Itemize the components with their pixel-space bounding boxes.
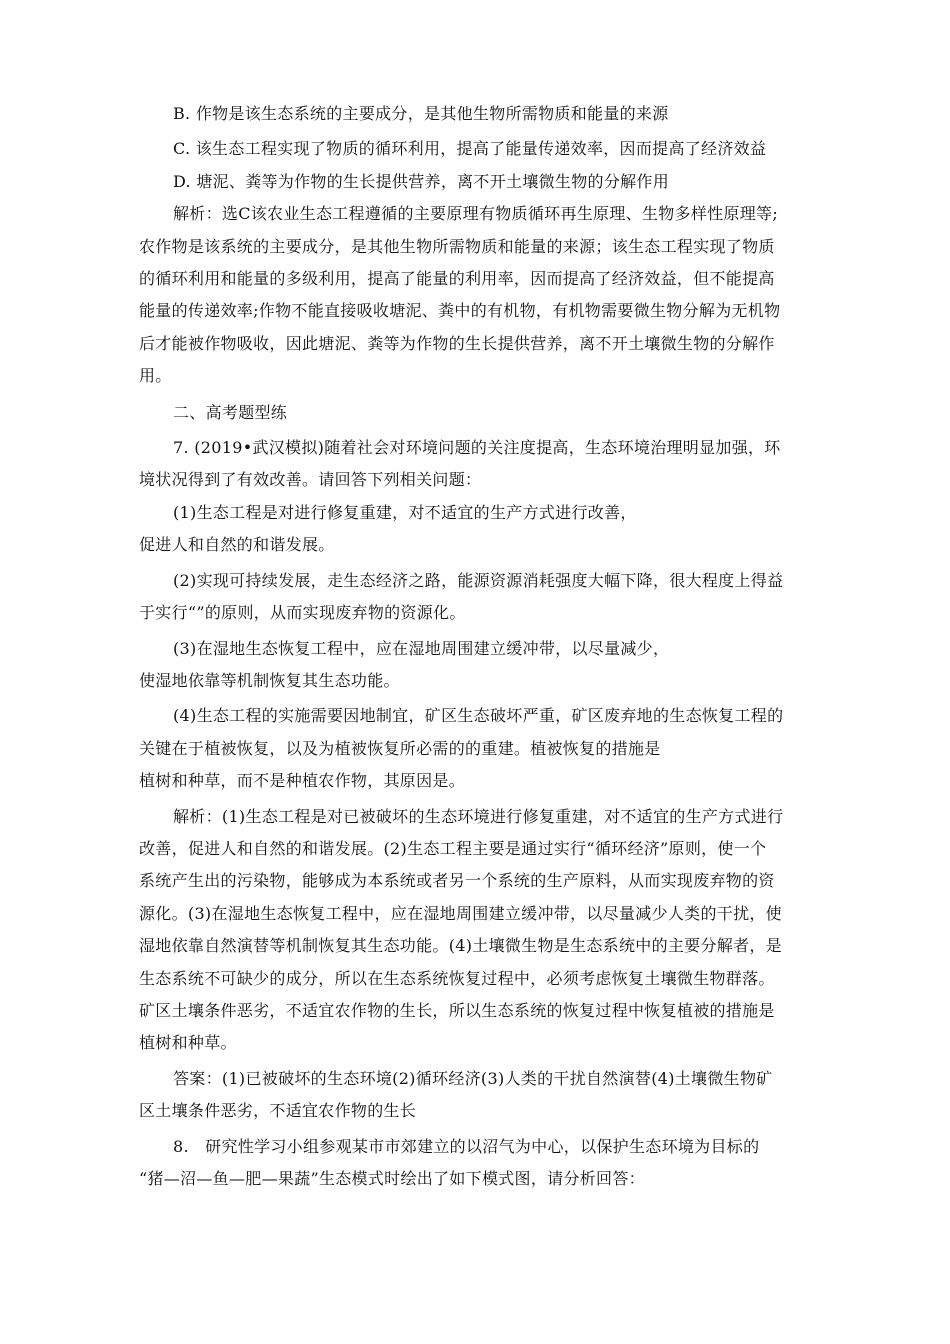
question-7-part-4-b: 关键在于植被恢复，以及为植被恢复所必需的的重建。植被恢复的措施是 [139,738,661,758]
question-7-part-4-c: 植树和种草，而不是种植农作物，其原因是。 [139,771,466,791]
question-7-part-1-b: 促进人和自然的和谐发展。 [139,535,335,555]
question-8-line-2: “猪—沼—鱼—肥—果蔬”生态模式时绘出了如下模式图，请分析回答： [139,1169,645,1188]
question-7-part-3-a: (3)在湿地生态恢复工程中，应在湿地周围建立缓冲带，以尽量减少， [173,638,670,658]
answer-7-line-1: 答案：(1)已被破坏的生态环境(2)循环经济(3)人类的干扰自然演替(4)土壤微生物矿 [173,1068,773,1088]
document-page [139,98,815,1195]
solution-7-line-4: 源化。(3)在湿地生态恢复工程中，应在湿地周围建立缓冲带，以尽量减少人类的干扰，使 [139,903,782,923]
analysis-line-4: 能量的传递效率;作物不能直接吸收塘泥、粪中的有机物，有机物需要微生物分解为无机物 [139,301,781,321]
solution-7-line-6: 生态系统不可缺少的成分，所以在生态系统恢复过程中，必须考虑恢复土壤微生物群落。 [139,968,775,988]
option-c: C. 该生态工程实现了物质的循环利用，提高了能量传递效率，因而提高了经济效益 [173,139,767,159]
question-7-part-2-a: (2)实现可持续发展，走生态经济之路，能源资源消耗强度大幅下降，很大程度上得益 [173,570,784,590]
option-d: D. 塘泥、粪等为作物的生长提供营养，离不开土壤微生物的分解作用 [173,171,670,191]
question-7-part-4-a: (4)生态工程的实施需要因地制宜，矿区生态破坏严重，矿区废弃地的生态恢复工程的 [173,706,784,726]
solution-7-line-7: 矿区土壤条件恶劣，不适宜农作物的生长，所以生态系统的恢复过程中恢复植被的措施是 [139,1000,775,1020]
analysis-line-1: 解析：选C该农业生态工程遵循的主要原理有物质循环再生原理、生物多样性原理等; [173,204,779,224]
answer-7-line-2: 区土壤条件恶劣，不适宜农作物的生长 [139,1101,417,1121]
solution-7-line-5: 湿地依靠自然演替等机制恢复其生态功能。(4)土壤微生物是生态系统中的主要分解者，是 [139,936,782,956]
analysis-line-5: 后才能被作物吸收，因此塘泥、粪等为作物的生长提供营养，离不开土壤微生物的分解作 [139,333,775,353]
analysis-line-6: 用。 [139,366,172,386]
question-7-part-1-a: (1)生态工程是对进行修复重建，对不适宜的生产方式进行改善， [173,502,637,522]
solution-7-line-8: 植树和种草。 [139,1033,237,1053]
question-7-line-1: 7. (2019•武汉模拟)随着社会对环境问题的关注度提高，生态环境治理明显加强，环 [173,438,781,458]
analysis-line-3: 的循环利用和能量的多级利用，提高了能量的利用率，因而提高了经济效益，但不能提高 [139,269,775,289]
question-7-part-2-b: 于实行“”的原则，从而实现废弃物的资源化。 [139,603,466,623]
solution-7-line-3: 系统产生出的污染物，能够成为本系统或者另一个系统的生产原料，从而实现废弃物的资 [139,871,775,891]
solution-7-line-2: 改善，促进人和自然的和谐发展。(2)生态工程主要是通过实行“循环经济”原则，使一个 [139,838,767,858]
option-b: B. 作物是该生态系统的主要成分，是其他生物所需物质和能量的来源 [173,104,669,123]
question-7-line-2: 境状况得到了有效改善。请回答下列相关问题： [139,470,482,490]
section-heading: 二、高考题型练 [173,402,288,422]
analysis-line-2: 农作物是该系统的主要成分，是其他生物所需物质和能量的来源；该生态工程实现了物质 [139,236,775,256]
question-7-part-3-b: 使湿地依靠等机制恢复其生态功能。 [139,670,400,690]
question-8-line-1: 8. 研究性学习小组参观某市市郊建立的以沼气为中心，以保护生态环境为目标的 [173,1136,760,1156]
solution-7-line-1: 解析：(1)生态工程是对已被破坏的生态环境进行修复重建，对不适宜的生产方式进行 [173,806,784,826]
